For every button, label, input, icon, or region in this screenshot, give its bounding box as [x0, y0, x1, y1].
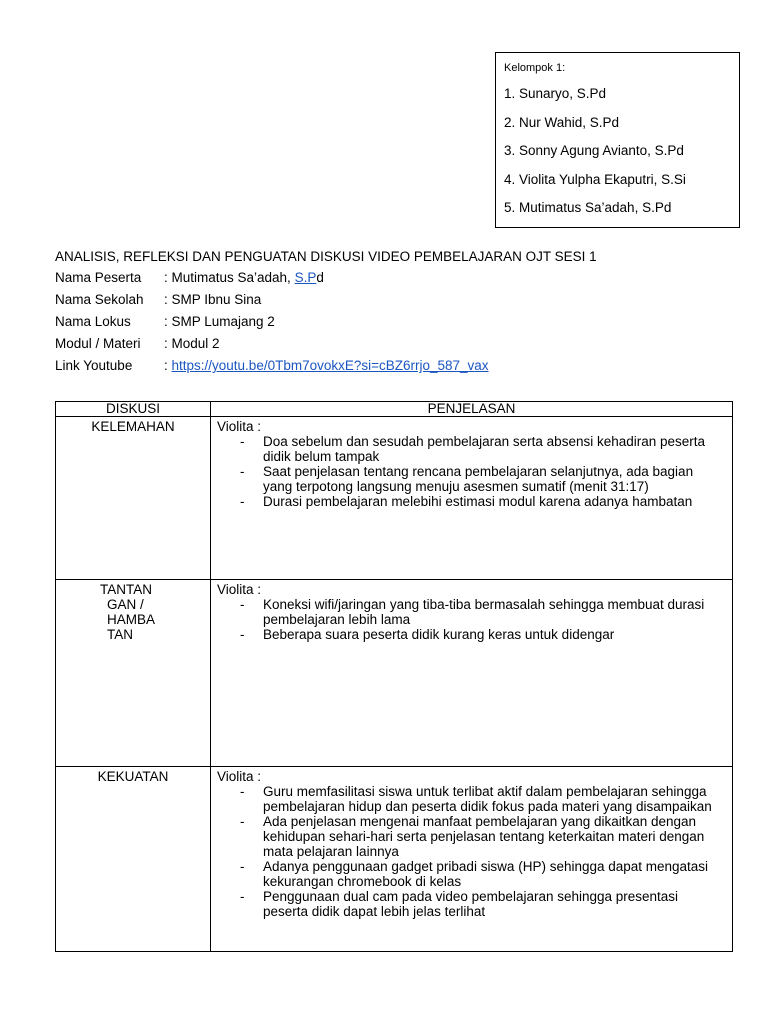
info-row-lokus [55, 311, 489, 333]
table-row-tantangan [56, 580, 733, 767]
explanation-cell [211, 580, 733, 767]
point-text: Doa sebelum dan sesudah pembelajaran serta absensi kehadiran peserta didik belum tampak [263, 434, 706, 464]
table-header-row [56, 402, 733, 417]
list-item: - Koneksi wifi/jaringan yang tiba-tiba bermasalah sehingga membuat durasi pembelajaran lebih lama [240, 597, 705, 627]
peserta-value-link[interactable]: S.P [294, 270, 317, 285]
author-label: Violita : [217, 769, 262, 784]
author-label: Violita : [217, 582, 262, 597]
category-cell [56, 417, 211, 580]
document-title: ANALISIS, REFLEKSI DAN PENGUATAN DISKUSI VIDEO PEMBELAJARAN OJT SESI 1 [55, 249, 597, 264]
group-member: 5. Mutimatus Sa’adah, S.Pd [504, 200, 672, 215]
list-item: - Guru memfasilitasi siswa untuk terlibat aktif dalam pembelajaran sehingga pembelajaran hidup dan peserta didik fokus pada materi yang disampaikan [240, 784, 712, 814]
peserta-value-suffix: d [316, 270, 324, 285]
category-label-line: TAN [107, 627, 133, 642]
sekolah-label: Nama Sekolah [55, 292, 144, 307]
info-row-youtube [55, 355, 489, 377]
point-list [217, 784, 724, 919]
info-row-sekolah [55, 289, 489, 311]
lokus-label: Nama Lokus [55, 314, 131, 329]
point-text: Durasi pembelajaran melebihi estimasi modul karena adanya hambatan [263, 494, 693, 509]
sekolah-value: : SMP Ibnu Sina [164, 292, 262, 307]
peserta-value-prefix: : Mutimatus Sa’adah, [164, 270, 295, 285]
info-block [55, 267, 489, 377]
group-member: 4. Violita Yulpha Ekaputri, S.Si [504, 171, 686, 187]
point-text: Adanya penggunaan gadget pribadi siswa (HP) sehingga dapat mengatasi kekurangan chromebook di kelas [263, 859, 709, 889]
list-item: - Beberapa suara peserta didik kurang keras untuk didengar [240, 627, 615, 642]
list-item: - Penggunaan dual cam pada video pembelajaran sehingga presentasi peserta didik dapat lebih jelas terlihat [240, 889, 679, 919]
point-text: Penggunaan dual cam pada video pembelajaran sehingga presentasi peserta didik dapat lebih jelas terlihat [263, 889, 679, 919]
youtube-link[interactable]: https://youtu.be/0Tbm7ovokxE?si=cBZ6rrjo_587_vax [171, 358, 489, 373]
header-diskusi: DISKUSI [56, 402, 211, 417]
list-item: - Ada penjelasan mengenai manfaat pembelajaran yang dikaitkan dengan kehidupan sehari-hari serta penjelasan tentang keterkaitan materi dengan mata pelajaran lainnya [240, 814, 705, 859]
point-text: Saat penjelasan tentang rencana pembelajaran selanjutnya, ada bagian yang terpotong langsung menuju asesmen sumatif (menit 31:17) [263, 464, 694, 494]
youtube-label: Link Youtube [55, 358, 133, 373]
point-text: Beberapa suara peserta didik kurang keras untuk didengar [263, 627, 615, 642]
group-member: 2. Nur Wahid, S.Pd [504, 114, 620, 130]
lokus-value: : SMP Lumajang 2 [164, 314, 275, 329]
explanation-cell [211, 767, 733, 952]
author-label: Violita : [217, 419, 262, 434]
category-cell [56, 767, 211, 952]
peserta-label: Nama Peserta [55, 270, 142, 285]
youtube-colon: : [164, 358, 172, 373]
info-row-peserta [55, 267, 489, 289]
point-text: Guru memfasilitasi siswa untuk terlibat aktif dalam pembelajaran sehingga pembelajaran hidup dan peserta didik fokus pada materi yang disampaikan [263, 784, 712, 814]
point-text: Ada penjelasan mengenai manfaat pembelajaran yang dikaitkan dengan kehidupan sehari-hari serta penjelasan tentang keterkaitan materi dengan mata pelajaran lainnya [263, 814, 705, 859]
category-label: KELEMAHAN [91, 419, 175, 434]
discussion-table [55, 401, 733, 952]
table-row-kekuatan [56, 767, 733, 952]
category-label-line: TANTAN [100, 582, 152, 597]
point-text: Koneksi wifi/jaringan yang tiba-tiba bermasalah sehingga membuat durasi pembelajaran lebih lama [263, 597, 705, 627]
group-box [495, 52, 740, 228]
category-label-line: HAMBA [107, 612, 156, 627]
list-item: - Durasi pembelajaran melebihi estimasi modul karena adanya hambatan [240, 494, 693, 509]
list-item: - Adanya penggunaan gadget pribadi siswa (HP) sehingga dapat mengatasi kekurangan chromebook di kelas [240, 859, 709, 889]
list-item: - Doa sebelum dan sesudah pembelajaran serta absensi kehadiran peserta didik belum tampak [240, 434, 706, 464]
youtube-value [164, 358, 489, 374]
category-label-line: GAN / [107, 597, 144, 612]
modul-value: : Modul 2 [164, 336, 220, 351]
group-title: Kelompok 1: [504, 62, 566, 74]
modul-label: Modul / Materi [55, 336, 141, 351]
group-member: 1. Sunaryo, S.Pd [504, 86, 607, 101]
header-penjelasan: PENJELASAN [211, 402, 733, 417]
list-item: - Saat penjelasan tentang rencana pembelajaran selanjutnya, ada bagian yang terpotong langsung menuju asesmen sumatif (menit 31:17) [240, 464, 694, 494]
group-member: 3. Sonny Agung Avianto, S.Pd [504, 143, 684, 158]
info-row-modul [55, 333, 489, 355]
peserta-value [164, 270, 324, 286]
explanation-cell [211, 417, 733, 580]
point-list [217, 597, 724, 642]
category-cell [56, 580, 211, 767]
category-label: KEKUATAN [97, 769, 169, 784]
point-list [217, 434, 724, 509]
table-row-kelemahan [56, 417, 733, 580]
